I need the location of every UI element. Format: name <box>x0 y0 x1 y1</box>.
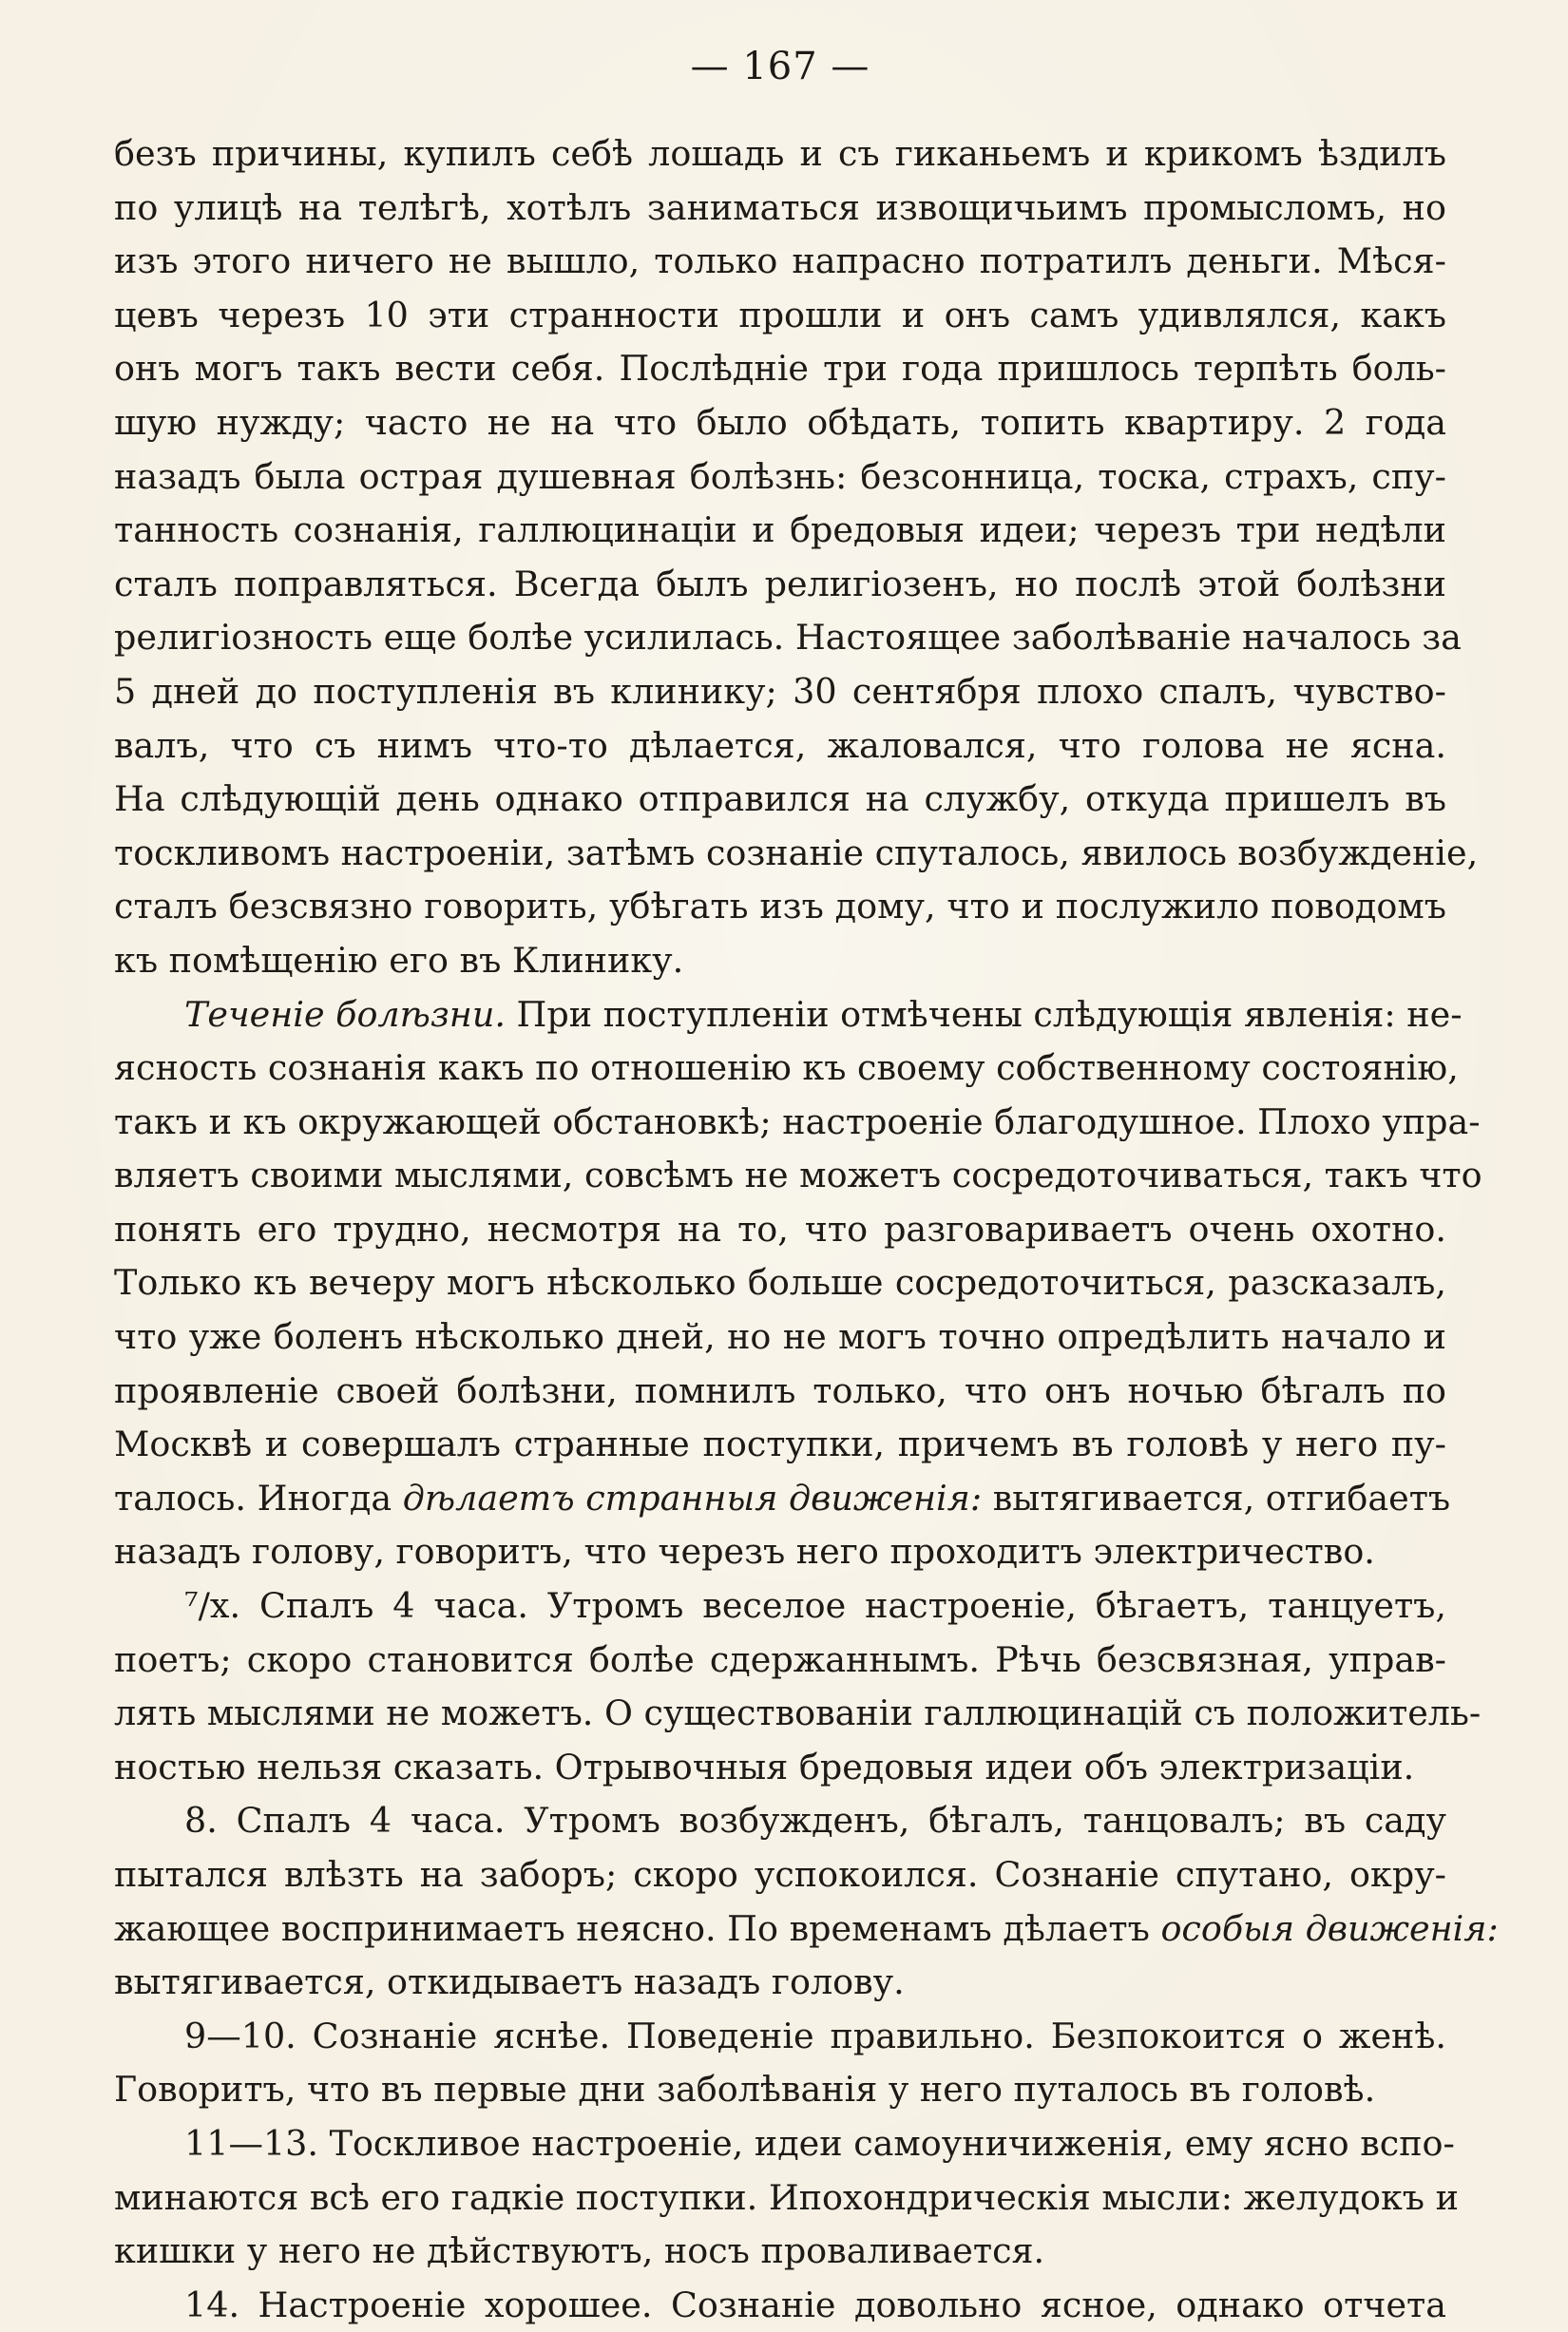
page-number: — 167 — <box>690 45 870 88</box>
text-line: сталъ безсвязно говорить, убѣгать изъ дому, что и послужило поводомъ <box>114 886 1446 927</box>
text-line: сталъ поправляться. Всегда былъ религіозенъ, но послѣ этой болѣзни <box>114 563 1446 604</box>
text-line <box>114 1472 1451 1526</box>
text-line: ⁷/x. Спалъ 4 часа. Утромъ веселое настроеніе, бѣгаетъ, танцуетъ, <box>184 1585 1446 1627</box>
text-segment: вытягивается, отгибаетъ <box>982 1477 1451 1519</box>
text-line <box>114 988 1463 1042</box>
text-line: поетъ; скоро становится болѣе сдержаннымъ. Рѣчь безсвязная, управ- <box>114 1638 1446 1680</box>
text-line: изъ этого ничего не вышло, только напрасно потратилъ деньги. Мѣся- <box>114 240 1446 282</box>
text-line: цевъ черезъ 10 эти странности прошли и онъ самъ удивлялся, какъ <box>114 294 1446 335</box>
text-line: минаются всѣ его гадкіе поступки. Ипохондрическія мысли: желудокъ и <box>114 2176 1459 2218</box>
text-line: танность сознанія, галлюцинаціи и бредовыя идеи; черезъ три недѣли <box>114 509 1446 551</box>
italic-phrase: дѣлаетъ странныя движенія: <box>402 1477 983 1519</box>
text-line: 8. Спалъ 4 часа. Утромъ возбужденъ, бѣгалъ, танцовалъ; въ саду <box>184 1800 1446 1842</box>
text-line: безъ причины, купилъ себѣ лошадь и съ гиканьемъ и крикомъ ѣздилъ <box>114 133 1446 174</box>
text-line: къ помѣщенію его въ Клинику. <box>114 939 684 981</box>
text-line: На слѣдующій день однако отправился на службу, откуда пришелъ въ <box>114 778 1446 820</box>
text-line: Москвѣ и совершалъ странные поступки, причемъ въ головѣ у него пу- <box>114 1424 1446 1465</box>
text-line: шую нужду; часто не на что было обѣдать, топить квартиру. 2 года <box>114 401 1446 443</box>
text-line: что уже боленъ нѣсколько дней, но не могъ точно опредѣлить начало и <box>114 1316 1446 1358</box>
text-line: религіозность еще болѣе усилилась. Настоящее заболѣваніе началось за <box>114 617 1462 659</box>
text-line: 14. Настроеніе хорошее. Сознаніе довольно ясное, однако отчета <box>184 2284 1446 2325</box>
text-line: кишки у него не дѣйствуютъ, носъ проваливается. <box>114 2230 1045 2272</box>
text-line: назадъ была острая душевная болѣзнь: безсонница, тоска, страхъ, спу- <box>114 455 1446 497</box>
text-line: валъ, что съ нимъ что-то дѣлается, жаловался, что голова не ясна. <box>114 724 1446 766</box>
text-line: понять его трудно, несмотря на то, что разговариваетъ очень охотно. <box>114 1208 1446 1250</box>
page-body-text <box>114 127 1499 2332</box>
text-line: лять мыслями не можетъ. О существованіи галлюцинацій съ положитель- <box>114 1692 1482 1734</box>
text-line: по улицѣ на телѣгѣ, хотѣлъ заниматься извощичьимъ промысломъ, но <box>114 186 1446 228</box>
text-line: тоскливомъ настроеніи, затѣмъ сознаніе спуталось, явилось возбужденіе, <box>114 831 1479 873</box>
text-segment: талось. Иногда <box>114 1477 403 1519</box>
text-line: вытягивается, откидываетъ назадъ голову. <box>114 1961 905 2003</box>
text-line: назадъ голову, говоритъ, что черезъ него проходитъ электричество. <box>114 1531 1375 1573</box>
text-line: такъ и къ окружающей обстановкѣ; настроеніе благодушное. Плохо упра- <box>114 1100 1481 1142</box>
text-line: 5 дней до поступленія въ клинику; 30 сентября плохо спалъ, чувство- <box>114 670 1446 712</box>
text-line: 9—10. Сознаніе яснѣе. Поведеніе правильно. Безпокоится о женѣ. <box>184 2015 1446 2056</box>
text-line: ясность сознанія какъ по отношенію къ своему собственному состоянію, <box>114 1047 1459 1089</box>
text-line <box>114 1902 1499 1957</box>
text-line: вляетъ своими мыслями, совсѣмъ не можетъ сосредоточиваться, такъ что <box>114 1155 1482 1196</box>
text-line: ностью нельзя сказать. Отрывочныя бредовыя идеи объ электризаціи. <box>114 1746 1415 1787</box>
text-line: 11—13. Тоскливое настроеніе, идеи самоуничиженія, ему ясно вспо- <box>184 2122 1455 2164</box>
text-segment: При поступленіи отмѣчены слѣдующія явленія: не- <box>505 993 1463 1035</box>
italic-phrase: особыя движенія: <box>1160 1907 1499 1949</box>
italic-phrase: Теченіе болѣзни. <box>184 993 506 1035</box>
text-line: проявленіе своей болѣзни, помнилъ только, что онъ ночью бѣгалъ по <box>114 1369 1446 1411</box>
text-line: онъ могъ такъ вести себя. Послѣдніе три года пришлось терпѣть боль- <box>114 348 1446 390</box>
text-segment: жающее воспринимаетъ неясно. По временамъ дѣлаетъ <box>114 1907 1161 1949</box>
text-line: Говоритъ, что въ первые дни заболѣванія у него путалось въ головѣ. <box>114 2069 1376 2111</box>
text-line: Только къ вечеру могъ нѣсколько больше сосредоточиться, разсказалъ, <box>114 1262 1446 1304</box>
text-line: пытался влѣзть на заборъ; скоро успокоился. Сознаніе спутано, окру- <box>114 1854 1446 1895</box>
